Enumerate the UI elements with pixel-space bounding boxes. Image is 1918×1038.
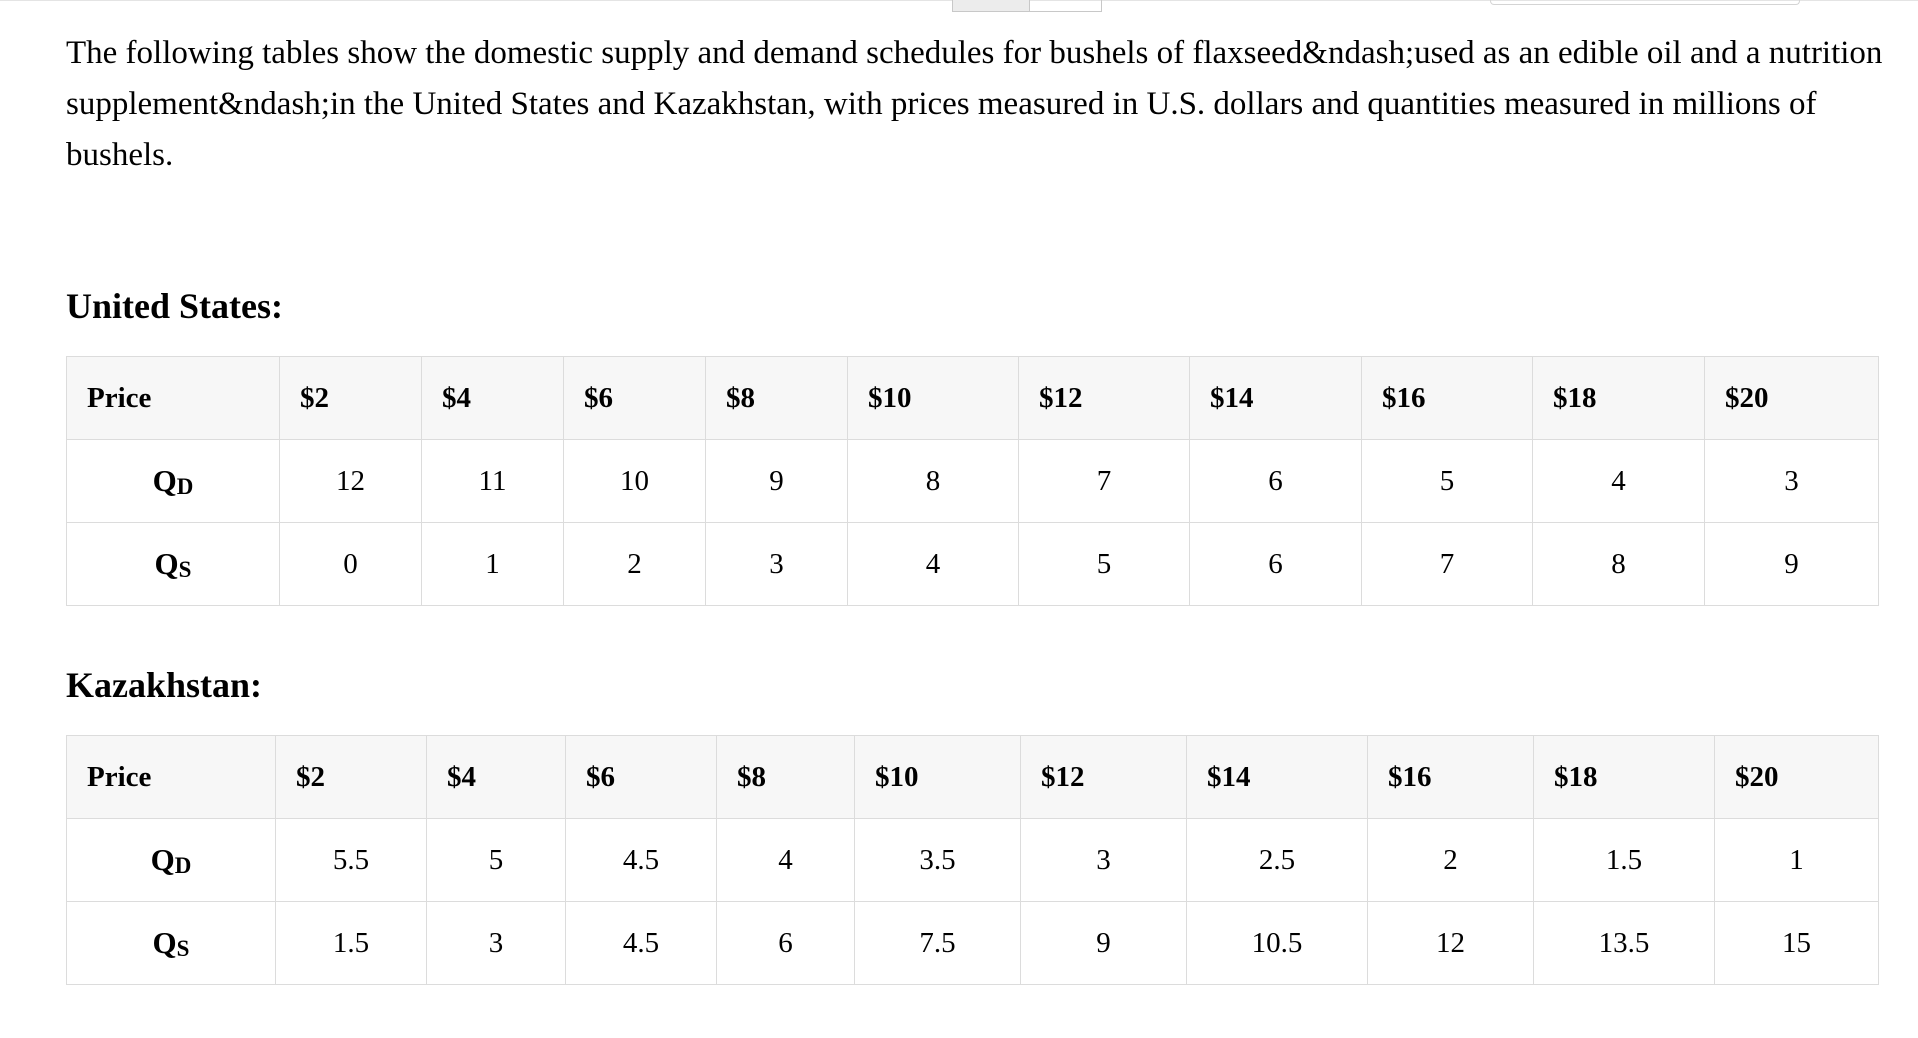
- us-qs-cell: 5: [1019, 523, 1190, 606]
- kz-qs-cell: 1.5: [276, 902, 427, 985]
- us-qs-cell: 8: [1533, 523, 1705, 606]
- us-qd-cell: 9: [706, 440, 848, 523]
- us-price-cell: $18: [1533, 357, 1705, 440]
- us-heading: United States:: [66, 286, 283, 326]
- us-qd-row: [67, 440, 1879, 523]
- kz-qs-cell: 13.5: [1534, 902, 1715, 985]
- kz-qs-cell: 7.5: [855, 902, 1021, 985]
- us-qd-cell: 10: [564, 440, 706, 523]
- us-qd-cell: 6: [1190, 440, 1362, 523]
- kz-qd-cell: 1.5: [1534, 819, 1715, 902]
- kz-price-cell: $6: [566, 736, 717, 819]
- kz-qs-cell: 15: [1715, 902, 1879, 985]
- kz-qs-cell: 4.5: [566, 902, 717, 985]
- qd-subscript: D: [174, 852, 192, 878]
- us-price-cell: $20: [1705, 357, 1879, 440]
- qd-main: Q: [152, 462, 177, 498]
- qs-main: Q: [154, 545, 179, 581]
- kz-qd-label: [67, 819, 276, 902]
- us-qd-cell: 12: [280, 440, 422, 523]
- kz-qd-cell: 3: [1021, 819, 1187, 902]
- us-qd-label: [67, 440, 280, 523]
- qs-subscript: S: [176, 935, 190, 961]
- us-qd-cell: 7: [1019, 440, 1190, 523]
- kz-qd-cell: 1: [1715, 819, 1879, 902]
- toolbar-input-edge[interactable]: [1490, 0, 1800, 5]
- us-qs-label: [67, 523, 280, 606]
- kz-price-cell: $20: [1715, 736, 1879, 819]
- kz-qs-cell: 3: [427, 902, 566, 985]
- us-qs-cell: 1: [422, 523, 564, 606]
- us-qs-cell: 6: [1190, 523, 1362, 606]
- us-qd-cell: 3: [1705, 440, 1879, 523]
- us-qd-cell: 8: [848, 440, 1019, 523]
- us-price-cell: $2: [280, 357, 422, 440]
- kz-qd-cell: 4: [717, 819, 855, 902]
- kz-qs-label: [67, 902, 276, 985]
- kz-price-cell: $12: [1021, 736, 1187, 819]
- us-qs-cell: 9: [1705, 523, 1879, 606]
- kz-qd-cell: 3.5: [855, 819, 1021, 902]
- us-price-cell: $12: [1019, 357, 1190, 440]
- us-price-cell: $6: [564, 357, 706, 440]
- us-qs-row: [67, 523, 1879, 606]
- us-qd-cell: 4: [1533, 440, 1705, 523]
- us-price-cell: $14: [1190, 357, 1362, 440]
- kz-qd-row: [67, 819, 1879, 902]
- kz-qs-cell: 9: [1021, 902, 1187, 985]
- intro-paragraph: The following tables show the domestic supply and demand schedules for bushels of flaxseed&ndash;used as an edible oil and a nutrition supplement&ndash;in the United States and Kazakhstan, with prices measured in U.S. dollars and quantities measured in millions of bushels.: [66, 35, 1883, 173]
- kz-qs-row: [67, 902, 1879, 985]
- kz-qs-cell: 6: [717, 902, 855, 985]
- qs-subscript: S: [178, 556, 192, 582]
- kz-price-cell: $10: [855, 736, 1021, 819]
- qd-subscript: D: [176, 473, 194, 499]
- us-price-cell: $10: [848, 357, 1019, 440]
- kz-schedule-table: [66, 735, 1879, 985]
- kz-qd-cell: 5.5: [276, 819, 427, 902]
- us-price-cell: $16: [1362, 357, 1533, 440]
- kz-qd-cell: 2: [1368, 819, 1534, 902]
- qd-main: Q: [150, 841, 175, 877]
- us-qd-cell: 11: [422, 440, 564, 523]
- kz-price-cell: $18: [1534, 736, 1715, 819]
- kz-price-cell: $16: [1368, 736, 1534, 819]
- kz-qd-cell: 4.5: [566, 819, 717, 902]
- us-qs-cell: 2: [564, 523, 706, 606]
- us-price-row: [67, 357, 1879, 440]
- kz-qd-cell: 5: [427, 819, 566, 902]
- qs-main: Q: [152, 924, 177, 960]
- kz-price-cell: $2: [276, 736, 427, 819]
- kz-qs-cell: 10.5: [1187, 902, 1368, 985]
- us-price-label: Price: [67, 357, 280, 440]
- kz-price-cell: $4: [427, 736, 566, 819]
- us-qs-cell: 3: [706, 523, 848, 606]
- us-qd-cell: 5: [1362, 440, 1533, 523]
- kz-qd-cell: 2.5: [1187, 819, 1368, 902]
- kz-price-cell: $8: [717, 736, 855, 819]
- kz-qs-cell: 12: [1368, 902, 1534, 985]
- us-price-cell: $4: [422, 357, 564, 440]
- kz-heading: Kazakhstan:: [66, 665, 263, 705]
- us-qs-cell: 4: [848, 523, 1019, 606]
- kz-price-cell: $14: [1187, 736, 1368, 819]
- toolbar-segment-left[interactable]: [953, 0, 1030, 11]
- kz-price-row: [67, 736, 1879, 819]
- us-price-cell: $8: [706, 357, 848, 440]
- kz-price-label: Price: [67, 736, 276, 819]
- toolbar-segment-control[interactable]: [952, 0, 1102, 12]
- us-qs-cell: 0: [280, 523, 422, 606]
- us-qs-cell: 7: [1362, 523, 1533, 606]
- us-schedule-table: [66, 356, 1879, 606]
